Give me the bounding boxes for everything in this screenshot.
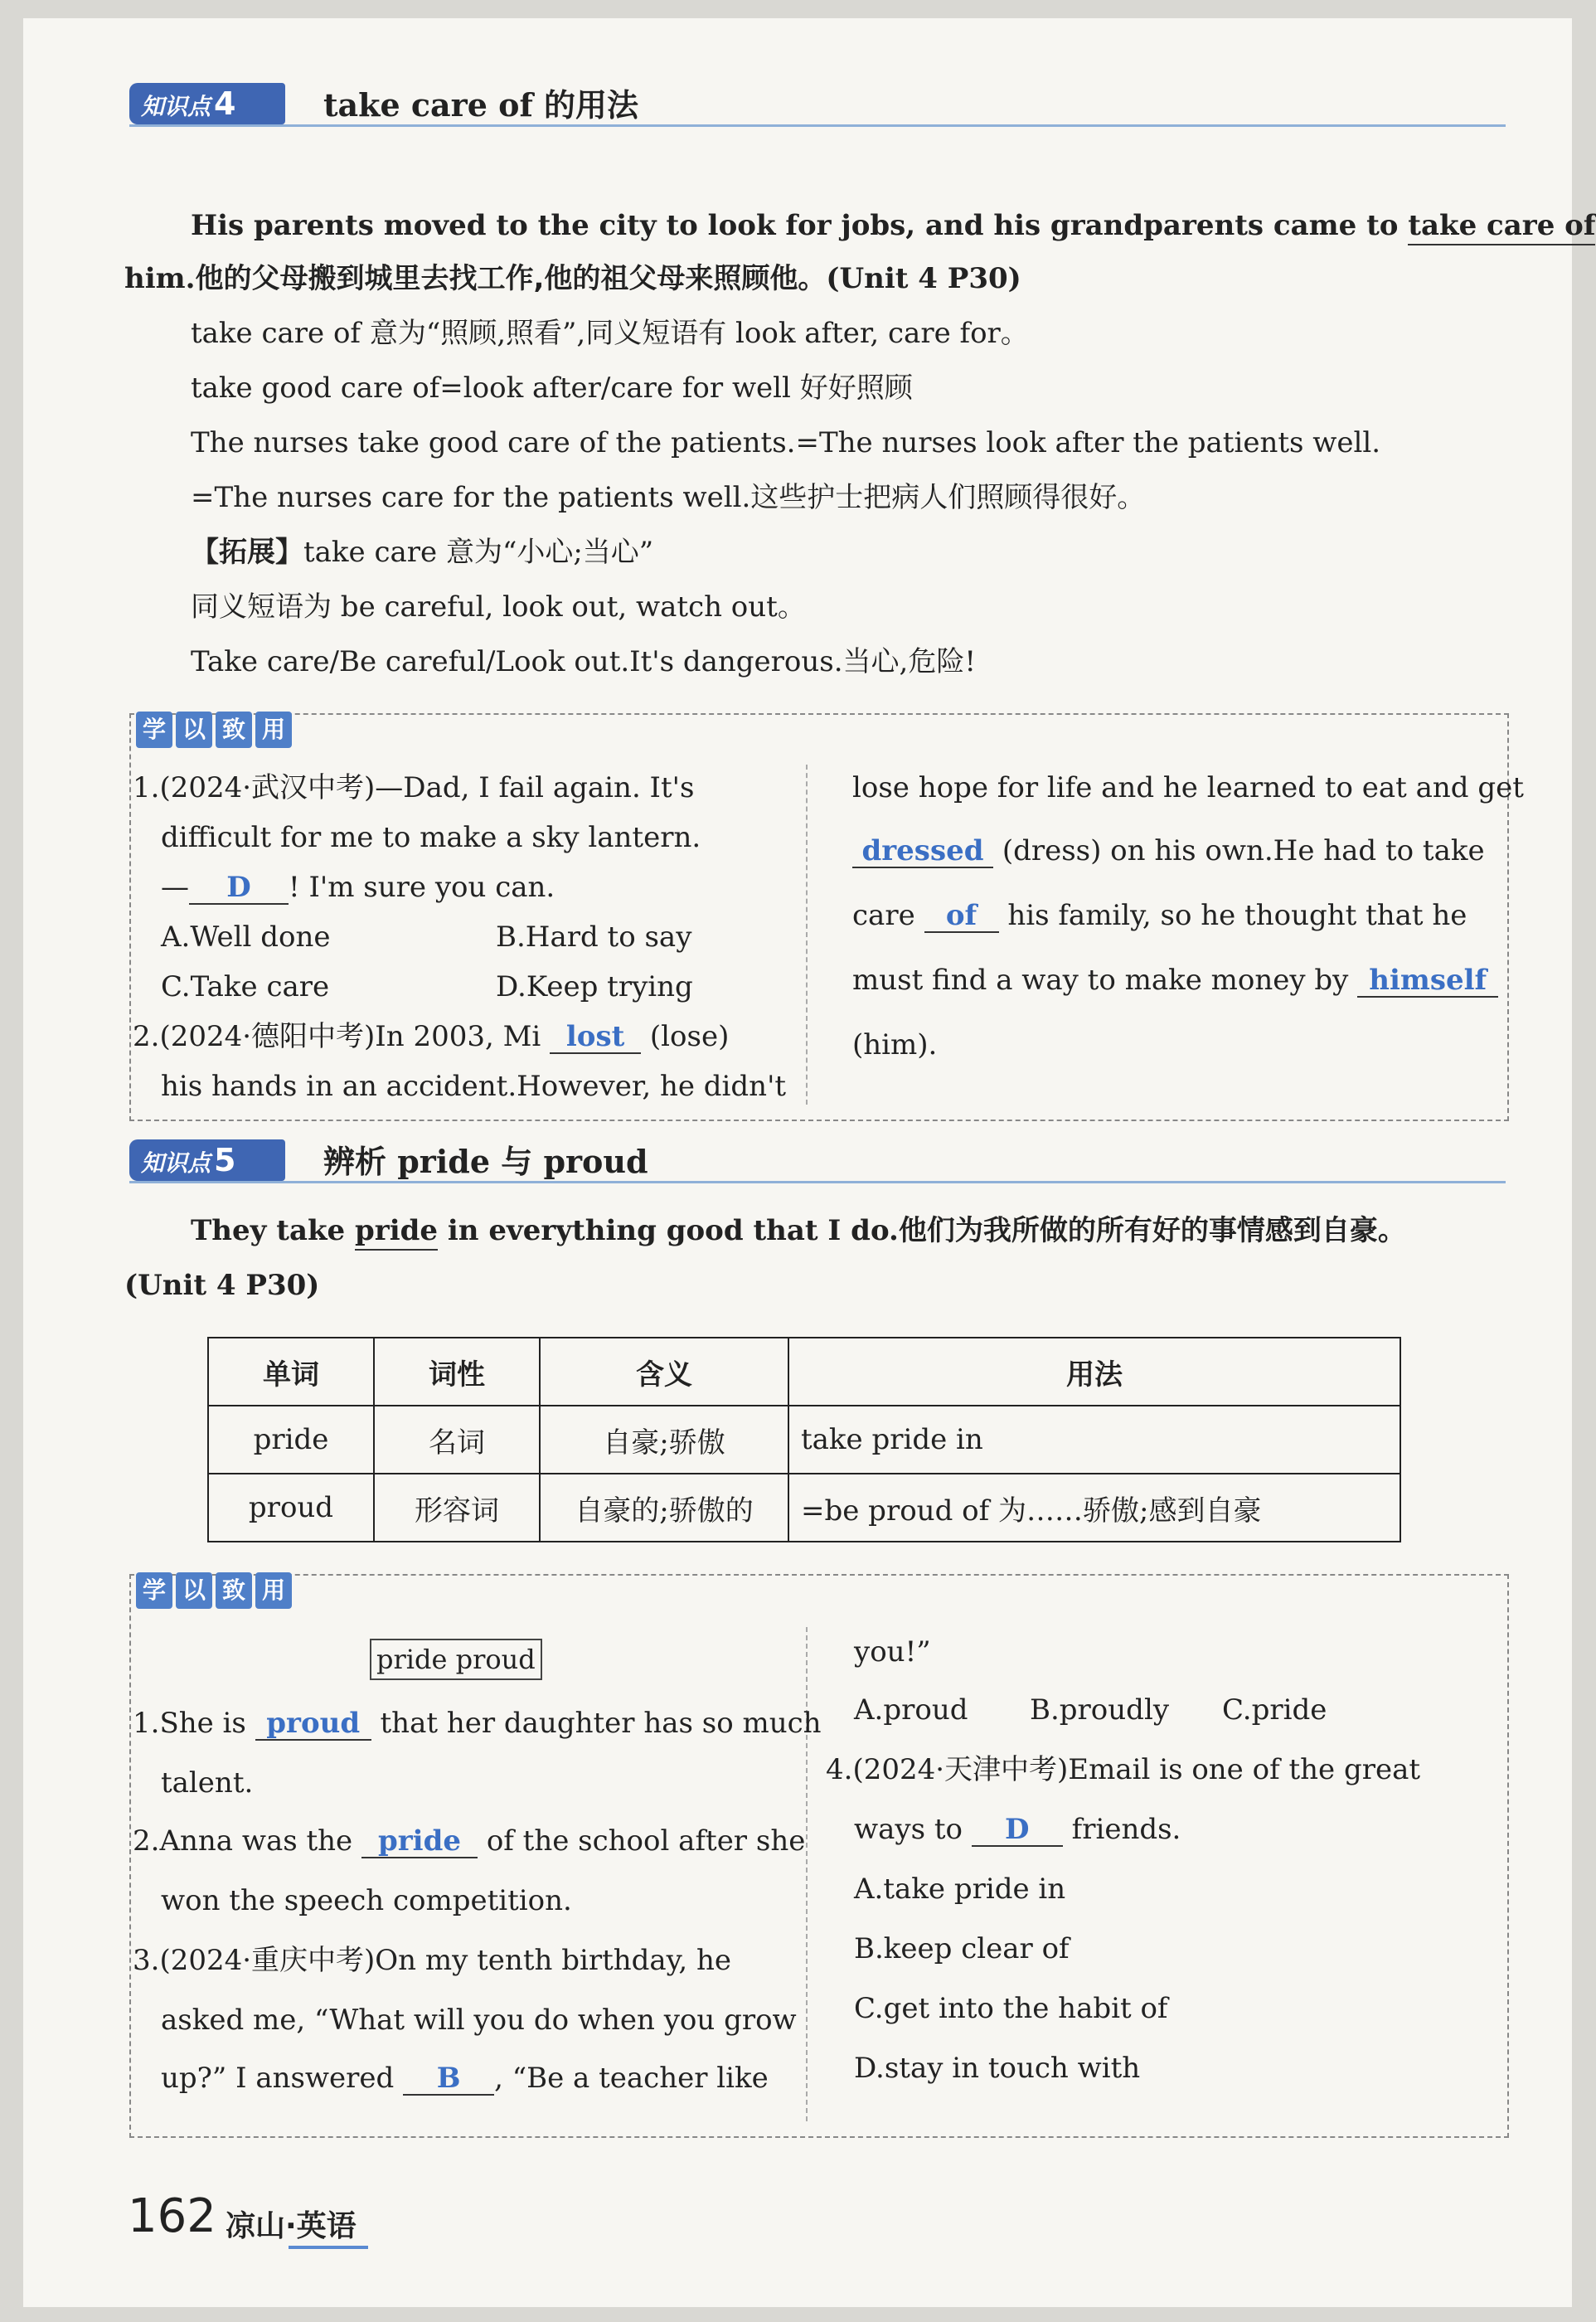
q4-post: friends. [1071, 1813, 1181, 1846]
knowledge-point-badge-4 [129, 83, 285, 124]
practice-tag [136, 1572, 292, 1609]
answer-blank[interactable]: dressed [852, 835, 993, 868]
answer-blank[interactable]: D [189, 872, 289, 905]
tag-char: 用 [255, 712, 292, 748]
table-cell: 自豪的;骄傲的 [540, 1474, 788, 1542]
section5-example [191, 1212, 1406, 1249]
table-header: 含义 [540, 1338, 788, 1406]
p2-q3: 3.(2024·重庆中考)On my tenth birthday, he [133, 1944, 732, 1977]
q2-post3: his family, so he thought that he [1007, 899, 1467, 932]
q2-pre: 2.(2024·德阳中考)In 2003, Mi [133, 1020, 541, 1053]
badge-label: 知识点 [141, 93, 211, 120]
q2-line7: (him). [852, 1028, 938, 1061]
table-row [208, 1406, 1400, 1474]
answer-blank[interactable]: of [924, 900, 999, 933]
answer-blank[interactable]: proud [255, 1707, 371, 1741]
option: A.take pride in [854, 1873, 1066, 1906]
q1-pre: 1.She is [133, 1707, 246, 1740]
example-underlined: pride [355, 1214, 438, 1251]
q1-stem: 1.(2024·武汉中考)—Dad, I fail again. It's [133, 771, 695, 804]
q1-stem-2: difficult for me to make a sky lantern. [161, 821, 701, 854]
q2-pre3: care [852, 899, 915, 932]
q4-pre: ways to [854, 1813, 963, 1846]
q2-line3: lose hope for life and he learned to eat and get [852, 771, 1524, 804]
table-cell: 形容词 [374, 1474, 540, 1542]
section5-source: (Unit 4 P30) [124, 1269, 320, 1302]
tag-char: 用 [255, 1572, 292, 1609]
tag-char: 以 [176, 1572, 212, 1609]
footer-accent-line [289, 2246, 368, 2249]
p2-q1-line2: talent. [161, 1766, 254, 1800]
q2-line5 [852, 897, 1467, 934]
option: B.proudly [1030, 1693, 1170, 1727]
note-line: Take care/Be careful/Look out.It's dangerous.当心,危险! [191, 645, 977, 678]
q1-post: that her daughter has so much [380, 1707, 822, 1740]
q2-post: of the school after she [486, 1824, 806, 1858]
expand-text: take care 意为“小心;当心” [303, 536, 654, 569]
table-cell: =be proud of 为……骄傲;感到自豪 [788, 1474, 1400, 1542]
section4-example [191, 207, 1595, 244]
note-line: =The nurses care for the patients well.这些护士把病人们照顾得很好。 [191, 481, 1146, 514]
column-divider [806, 765, 808, 1105]
p2-q4-line2 [854, 1811, 1181, 1848]
table-cell: 自豪;骄傲 [540, 1406, 788, 1474]
example-source: (Unit 4 P30) [826, 262, 1021, 295]
option: B.keep clear of [854, 1932, 1070, 1965]
practice-tag [136, 712, 292, 748]
note-line: The nurses take good care of the patients.=The nurses look after the patients well. [191, 426, 1381, 459]
option: D.Keep trying [496, 970, 693, 1003]
tag-char: 以 [176, 712, 212, 748]
note-line: take care of 意为“照顾,照看”,同义短语有 look after, care for。 [191, 317, 1029, 350]
example-text-2: him. [124, 262, 196, 295]
badge-number: 4 [214, 85, 236, 122]
table-header: 单词 [208, 1338, 374, 1406]
example-text-2: in everything good that I do. [438, 1214, 899, 1247]
option: C.Take care [161, 970, 330, 1003]
q2-stem [133, 1018, 729, 1055]
answer-blank[interactable]: B [403, 2062, 494, 2096]
word-bank: pride proud [370, 1639, 542, 1680]
tag-char: 学 [136, 1572, 172, 1609]
answer-blank[interactable]: lost [550, 1021, 641, 1054]
q3-pre: up?” I answered [161, 2062, 395, 2095]
q2-pre: 2.Anna was the [133, 1824, 353, 1858]
example-chinese: 他们为我所做的所有好的事情感到自豪。 [898, 1214, 1406, 1247]
answer-blank[interactable]: pride [361, 1825, 478, 1858]
note-line: 同义短语为 be careful, look out, watch out。 [191, 590, 806, 624]
answer-blank[interactable]: himself [1357, 964, 1498, 998]
option: C.get into the habit of [854, 1992, 1168, 2025]
badge-label: 知识点 [141, 1149, 211, 1177]
section4-example-line2 [124, 260, 1021, 297]
section4-rule [129, 124, 1506, 127]
table-cell: proud [208, 1474, 374, 1542]
q2-line2: his hands in an accident.However, he didn't [161, 1070, 787, 1103]
p2-q1 [133, 1705, 822, 1742]
page-number: 162 [128, 2189, 216, 2243]
book-title: 凉山·英语 [226, 2209, 357, 2243]
example-text: His parents moved to the city to look for jobs, and his grandparents came to [191, 209, 1409, 242]
q2-pre4: must find a way to make money by [852, 964, 1349, 997]
option: A.Well done [161, 921, 331, 954]
q2-post: (lose) [649, 1020, 730, 1053]
example-underlined: take care of [1408, 209, 1595, 245]
q2-line6 [852, 962, 1498, 998]
table-row [208, 1474, 1400, 1542]
option: B.Hard to say [496, 921, 692, 954]
textbook-page [23, 18, 1596, 2307]
table-cell: 名词 [374, 1406, 540, 1474]
section5-rule [129, 1181, 1506, 1183]
p2-q2-line2: won the speech competition. [161, 1884, 572, 1917]
badge-number: 5 [214, 1142, 236, 1178]
table-header: 词性 [374, 1338, 540, 1406]
note-line: take good care of=look after/care for well 好好照顾 [191, 372, 913, 405]
expand-line [191, 534, 653, 571]
expand-label: 【拓展】 [191, 536, 303, 569]
q1-after: ! I'm sure you can. [289, 871, 555, 904]
option: D.stay in touch with [854, 2052, 1141, 2085]
table-cell: take pride in [788, 1406, 1400, 1474]
tag-char: 致 [216, 712, 252, 748]
q3-post: , “Be a teacher like [494, 2062, 769, 2095]
tag-char: 致 [216, 1572, 252, 1609]
q1-answer-line [161, 869, 555, 906]
section4-title: take care of 的用法 [323, 86, 639, 124]
section5-title: 辨析 pride 与 proud [323, 1143, 648, 1180]
answer-blank[interactable]: D [972, 1814, 1063, 1847]
q2-line4 [852, 833, 1485, 869]
knowledge-point-badge-5 [129, 1139, 285, 1181]
p2-q3-line2: asked me, “What will you do when you grow [161, 2004, 797, 2037]
dash: — [161, 871, 189, 904]
q2-post2: (dress) on his own.He had to take [1002, 834, 1485, 867]
table-cell: pride [208, 1406, 374, 1474]
pride-proud-table [207, 1337, 1401, 1542]
p2-q4: 4.(2024·天津中考)Email is one of the great [826, 1753, 1421, 1786]
tag-char: 学 [136, 712, 172, 748]
p2-q3-line3 [161, 2060, 769, 2096]
example-chinese: 他的父母搬到城里去找工作,他的祖父母来照顾他。 [195, 262, 827, 295]
column-divider [806, 1627, 808, 2121]
table-header: 用法 [788, 1338, 1400, 1406]
option: A.proud [854, 1693, 968, 1727]
p2-q3-line4: you!” [854, 1635, 931, 1669]
table-header-row [208, 1338, 1400, 1406]
p2-q2 [133, 1823, 805, 1859]
option: C.pride [1222, 1693, 1327, 1727]
example-text: They take [191, 1214, 356, 1247]
